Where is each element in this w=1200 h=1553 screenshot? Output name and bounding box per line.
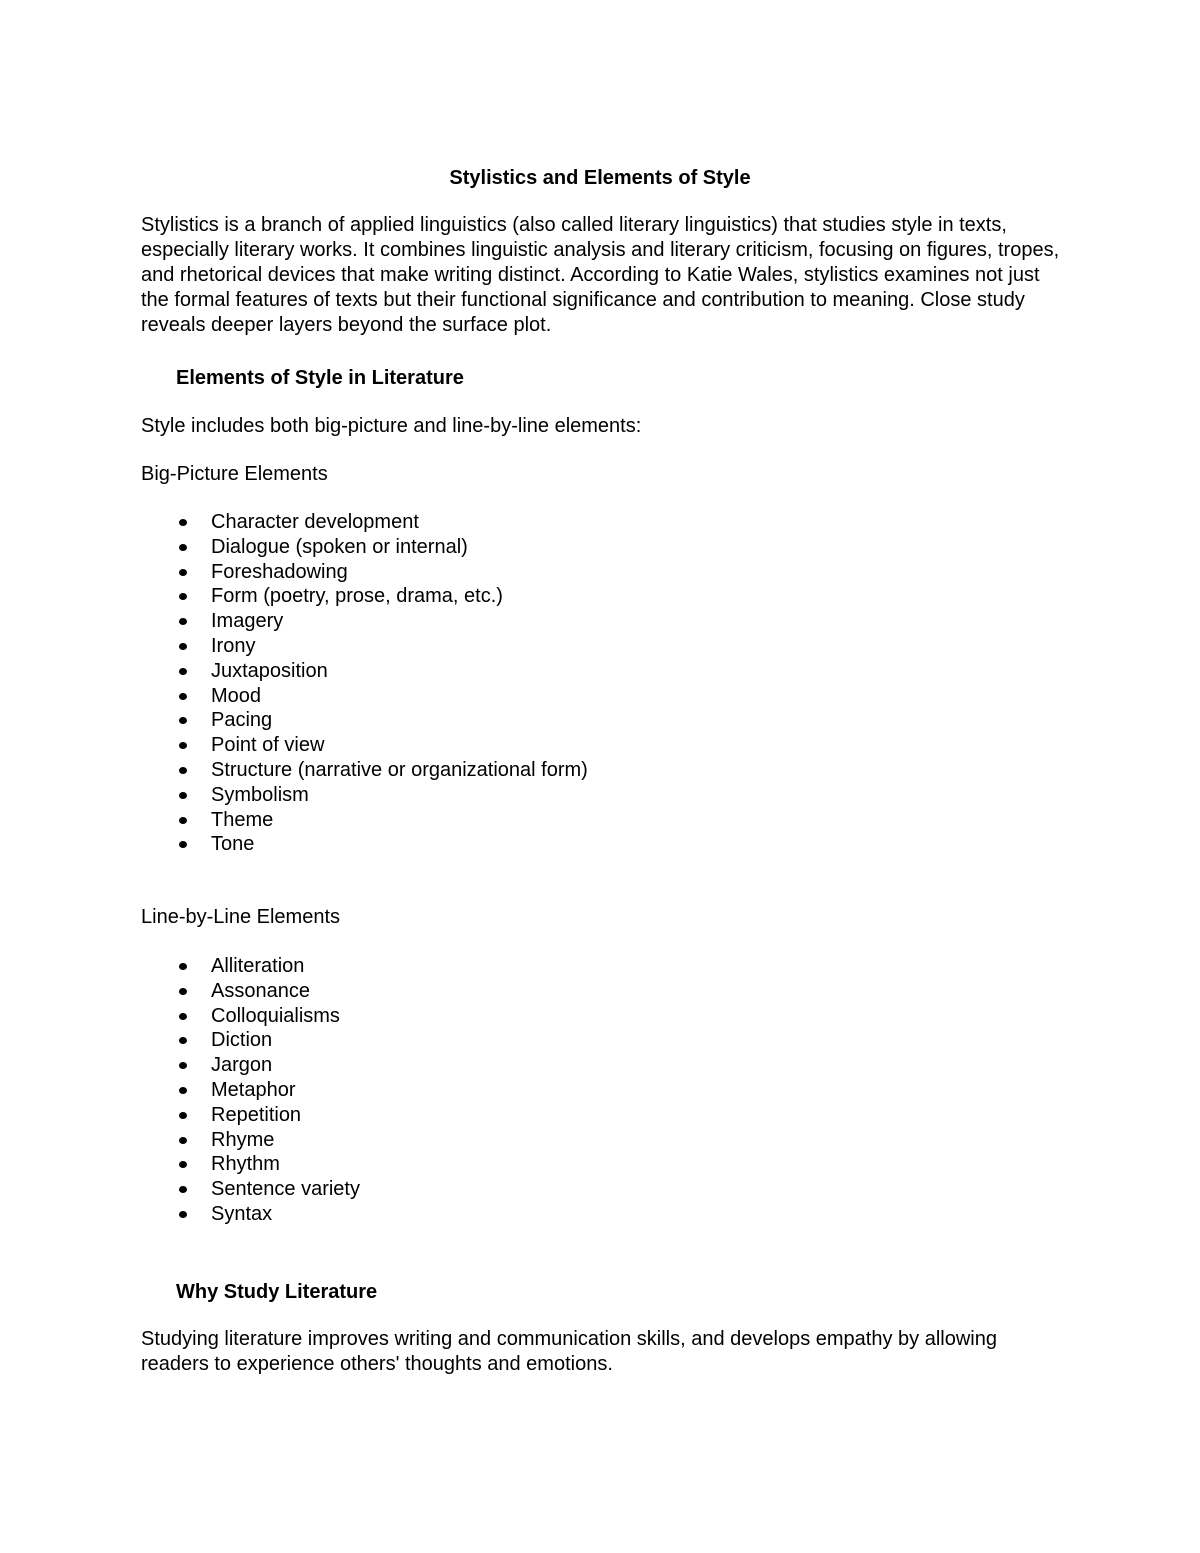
bullet-icon [179, 1137, 187, 1144]
list-item-text: Metaphor [211, 1078, 296, 1101]
list-item [0, 560, 588, 585]
bullet-icon [179, 988, 187, 995]
bullet-icon [179, 963, 187, 970]
list-item [0, 1103, 360, 1128]
list-item [0, 535, 588, 560]
list-item-text: Imagery [211, 610, 284, 633]
list-item [0, 1202, 360, 1227]
bullet-icon [179, 618, 187, 625]
list-item [0, 684, 588, 709]
list-item [0, 1053, 360, 1078]
list-item-text: Form (poetry, prose, drama, etc.) [211, 585, 503, 608]
list-item-text: Pacing [211, 709, 273, 732]
line-by-line-label: Line-by-Line Elements [141, 906, 340, 928]
list-item-text: Colloquialisms [211, 1004, 340, 1027]
list-item-text: Alliteration [211, 955, 305, 977]
list-item [0, 609, 588, 634]
list-item-text: Diction [211, 1029, 273, 1052]
bullet-icon [179, 1112, 187, 1119]
document-title: Stylistics and Elements of Style [449, 167, 751, 189]
section-lead-text: Style includes both big-picture and line-by-line elements: [141, 415, 642, 437]
list-item-text: Irony [211, 634, 256, 657]
bullet-icon [179, 1013, 187, 1020]
bullet-icon [179, 643, 187, 650]
list-item [0, 510, 588, 535]
list-item-text: Juxtaposition [211, 659, 328, 682]
list-item [0, 979, 360, 1004]
list-item [0, 758, 588, 783]
bullet-icon [179, 1186, 187, 1193]
list-item [0, 584, 588, 609]
intro-paragraph: Stylistics is a branch of applied linguistics (also called literary linguistics) that studies style in texts, especially literary works. It combines linguistic analysis and literary criticism, focusing on figures, tropes, and rhetorical devices that make writing distinct. According to Katie Wales, stylistics examines not just the formal features of texts but their functional significance and contribution to meaning. Close study reveals deeper layers beyond the surface plot. [141, 214, 1060, 336]
section-heading-elements-of-style: Elements of Style in Literature [176, 367, 464, 389]
list-item [0, 733, 588, 758]
list-item [0, 634, 588, 659]
bullet-icon [179, 519, 187, 526]
list-item [0, 1078, 360, 1103]
bullet-icon [179, 668, 187, 675]
list-item-text: Point of view [211, 734, 325, 757]
bullet-icon [179, 717, 187, 724]
bullet-icon [179, 1037, 187, 1044]
list-item [0, 832, 588, 857]
list-item [0, 659, 588, 684]
list-item [0, 1128, 360, 1153]
bullet-icon [179, 1211, 187, 1218]
bullet-icon [179, 593, 187, 600]
list-item-text: Structure (narrative or organizational form) [211, 758, 588, 781]
bullet-icon [179, 1161, 187, 1168]
bullet-icon [179, 1062, 187, 1069]
list-item-text: Symbolism [211, 783, 309, 806]
big-picture-label: Big-Picture Elements [141, 463, 328, 485]
list-item-text: Rhythm [211, 1153, 280, 1176]
list-item-text: Mood [211, 684, 262, 707]
why-study-paragraph: Studying literature improves writing and communication skills, and develops empathy by allowing readers to experience others' thoughts and emotions. [141, 1328, 997, 1375]
list-item [0, 1004, 360, 1029]
list-item-text: Rhyme [211, 1128, 275, 1151]
bullet-icon [179, 841, 187, 848]
list-item-text: Syntax [211, 1202, 273, 1225]
list-item-text: Jargon [211, 1054, 273, 1077]
list-item-text: Sentence variety [211, 1178, 360, 1201]
list-item-text: Dialogue (spoken or internal) [211, 535, 468, 558]
bullet-icon [179, 693, 187, 700]
list-item-text: Repetition [211, 1103, 302, 1126]
line-by-line-list [0, 954, 360, 1227]
list-item [0, 783, 588, 808]
list-item-text: Tone [211, 833, 255, 856]
bullet-icon [179, 569, 187, 576]
list-item [0, 708, 588, 733]
list-item-text: Assonance [211, 979, 310, 1002]
list-item [0, 954, 360, 979]
list-item-text: Foreshadowing [211, 560, 348, 583]
bullet-icon [179, 1087, 187, 1094]
bullet-icon [179, 817, 187, 824]
list-item-text: Character development [211, 511, 419, 533]
list-item-text: Theme [211, 808, 274, 831]
list-item [0, 808, 588, 833]
list-item [0, 1177, 360, 1202]
bullet-icon [179, 742, 187, 749]
bullet-icon [179, 792, 187, 799]
bullet-icon [179, 767, 187, 774]
section-heading-why-study-literature: Why Study Literature [176, 1281, 378, 1303]
list-item [0, 1152, 360, 1177]
big-picture-list [0, 510, 588, 857]
bullet-icon [179, 544, 187, 551]
list-item [0, 1028, 360, 1053]
